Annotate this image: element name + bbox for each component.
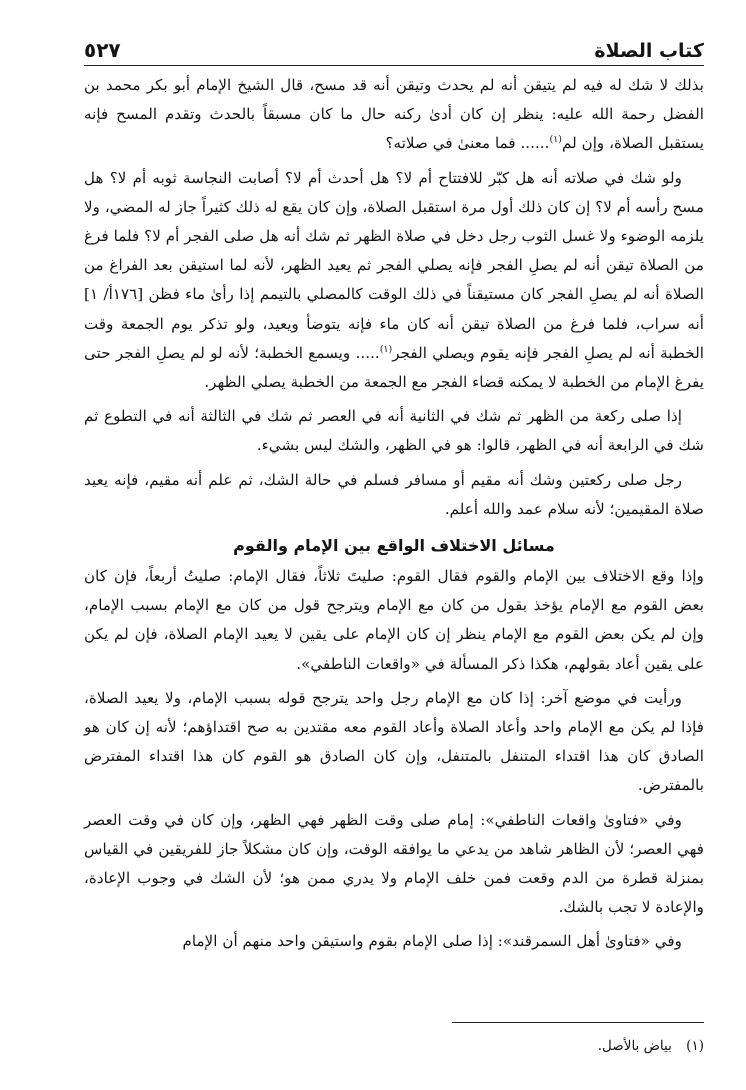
paragraph-text: بذلك لا شك له فيه لم يتيقن أنه لم يحدث وتيقن أنه قد مسح، قال الشيخ الإمام أبو بكر محمد بن الفضل رحمة الله عليه: ينظر إن كان أدىٰ ركنه حال ما كان مسبقاً بالحدث وتقدم المسح فإنه يستقبل الصلاة، وإن لم [84, 76, 704, 153]
running-title: كتاب الصلاة [594, 40, 704, 62]
paragraph: إذا صلى ركعة من الظهر ثم شك في الثانية أنه في العصر ثم شك في الثالثة أنه في التطوع ثم شك في الرابعة أنه في الظهر، قالوا: هو في الظهر، والشك ليس بشيء. [84, 407, 704, 455]
paragraph-text: ..... ويسمع الخطبة؛ لأنه لو لم يصلِ الفجر حتى يفرغ الإمام من الخطبة لا يمكنه قضاء الفجر مع الجمعة من الخطبة يصلي الظهر. [84, 343, 704, 392]
main-text [84, 71, 704, 962]
paragraph: وفي «فتاوىٰ أهل السمرقند»: إذا صلى الإمام بقوم واستيقن واحد منهم أن الإمام [182, 932, 682, 951]
paragraph: ورأيت في موضع آخر: إذا كان مع الإمام رجل واحد يترجح قوله بسبب الإمام، ولا يعيد الصلاة، فإذا لم يكن مع الإمام واحد وأعاد الصلاة وأعاد القوم معه مقتدين به صح اقتداؤهم؛ لأنه إن كان هو الصادق كان هذا اقتداء المتنفل بالمتنفل، وإن كان الصادق هو القوم كان هذا اقتداء المفترض بالمفترض. [84, 688, 704, 795]
header-rule [84, 65, 704, 66]
footnote-number: (١) [686, 1038, 704, 1054]
paragraph [84, 164, 704, 398]
paragraph: وإذا وقع الاختلاف بين الإمام والقوم فقال القوم: صليتَ ثلاثاً، فقال الإمام: صليتُ أربعاً، فإن كان بعض القوم مع الإمام يؤخذ بقول من كان مع الإمام ويترجح قول من كان مع الإمام بسبب الإمام، وإن لم يكن بعض القوم مع الإمام ينظر إن كان الإمام على يقين لا يعيد الإمام الصلاة، فإن لم يكن على يقين أعاد بقولهم، هكذا ذكر المسألة في «واقعات الناطفي». [84, 567, 704, 673]
paragraph [84, 71, 704, 159]
footnote-reference: (١) [549, 134, 562, 146]
footnote-rule [452, 1022, 704, 1023]
section-heading: مسائل الاختلاف الواقع بين الإمام والقوم [233, 536, 555, 556]
footnote-reference: (١) [379, 343, 393, 355]
footnote [84, 1036, 704, 1056]
paragraph-text: ...... فما معنىٰ في صلاته؟ [385, 134, 550, 153]
footnote-text: بياض بالأصل. [597, 1038, 672, 1054]
page-number: ٥٢٧ [84, 38, 121, 62]
paragraph: رجل صلى ركعتين وشك أنه مقيم أو مسافر فسلم في حالة الشك، ثم علم أنه مقيم، فإنه يعيد صلاة المقيمين؛ لأنه سلام عمد والله أعلم. [84, 470, 704, 518]
paragraph-text: ولو شك في صلاته أنه هل كبّر للافتتاح أم لا؟ هل أحدث أم لا؟ أصابت النجاسة ثوبه أم لا؟ هل مسح رأسه أم لا؟ إن كان ذلك أول مرة استقبل الصلاة، وإن كان يقع له ذلك كثيراً جاز له المضي، ولا يلزمه الوضوء ولا غسل الثوب رجل دخل في صلاة الظهر ثم شك أنه هل صلى الفجر أم لا؟ فلما فرغ من الصلاة تيقن أنه لم يصلِ الفجر فإنه يصلي الفجر ثم يعيد الظهر، لأنه لما استيقن بعد الفراغ من الصلاة أنه لم يصلِ الفجر كان مستيقناً في ذلك الوقت كالمصلي بالتيمم إذا رأىٰ ماء فظن [١٧٦أ/ ١] أنه سراب، فلما فرغ من الصلاة تيقن أنه كان ماء فإنه يتوضأ ويعيد، ولو تذكر يوم الجمعة وقت الخطبة أنه لم يصلِ الفجر فإنه يقوم ويصلي الفجر [84, 168, 704, 362]
paragraph: وفي «فتاوىٰ واقعات الناطفي»: إمام صلى وقت الظهر فهي الظهر، وإن كان في وقت العصر فهي العصر؛ لأن الظاهر شاهد من يدعي ما يوافقه الوقت، وإن كان مشكلاً جاز للفريقين في القياس بمنزلة قطرة من الدم وقعت فمن خلف الإمام ولا يدري ممن هو؛ لأن الشك في وجوب الإعادة، والإعادة لا تجب بالشك. [84, 810, 704, 917]
page-header [84, 28, 704, 62]
